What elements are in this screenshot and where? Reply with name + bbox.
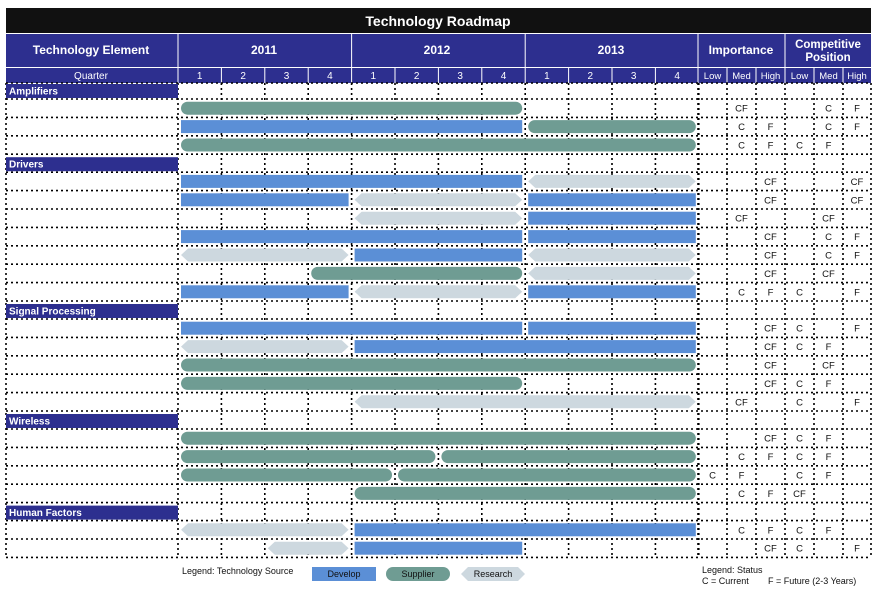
supplier-bar (528, 120, 696, 133)
position-med-mark: CF (822, 213, 835, 225)
develop-bar (355, 249, 523, 262)
importance-med-mark: C (738, 140, 745, 152)
position-high-mark: F (854, 397, 860, 409)
develop-bar (181, 120, 522, 133)
header-quarter: Quarter (74, 71, 108, 82)
header-year-2011: 2011 (250, 43, 278, 57)
position-low-mark: C (796, 452, 803, 464)
legend-future: F = Future (2-3 Years) (768, 576, 857, 586)
legend-supplier-label: Supplier (401, 569, 435, 579)
header-competitive-1: Competitive (795, 39, 861, 51)
position-high-mark: F (854, 543, 860, 555)
position-low-mark: C (796, 525, 803, 537)
quarter-label: 1 (370, 71, 377, 82)
supplier-bar (355, 487, 696, 500)
research-bar (355, 212, 523, 225)
importance-high-mark: F (767, 525, 774, 537)
position-med-mark: C (825, 250, 832, 262)
position-low-mark: C (796, 397, 803, 409)
supplier-bar (398, 469, 696, 482)
position-high-mark: CF (850, 195, 864, 207)
develop-bar (181, 230, 522, 243)
importance-med-mark: CF (735, 213, 748, 225)
importance-high-mark: CF (764, 250, 777, 262)
position-med-mark: CF (822, 268, 835, 280)
category-label: Human Factors (9, 508, 82, 520)
legend-current: C = Current (702, 576, 749, 586)
quarter-label: 3 (457, 71, 463, 82)
position-high-mark: F (854, 287, 860, 299)
position-high-mark: F (854, 250, 860, 262)
category-label: Drivers (9, 159, 44, 171)
supplier-bar (181, 450, 435, 463)
importance-high-mark: F (767, 488, 774, 500)
chart-title: Technology Roadmap (365, 13, 511, 29)
position-med-mark: F (825, 470, 832, 482)
position-med-mark: F (825, 378, 832, 390)
develop-bar (181, 285, 349, 298)
position-low-mark: CF (793, 488, 806, 500)
importance-high-mark: CF (764, 360, 777, 372)
header-importance: Importance (708, 43, 774, 57)
position-level-label: High (847, 71, 867, 82)
position-low-mark: C (796, 342, 803, 354)
importance-med-mark: C (738, 287, 745, 299)
header-year-2012: 2012 (423, 43, 451, 57)
develop-bar (355, 523, 696, 536)
position-level-label: Low (790, 71, 809, 82)
supplier-bar (181, 102, 522, 115)
research-bar (355, 285, 523, 298)
position-med-mark: F (825, 433, 832, 445)
importance-med-mark: CF (735, 103, 748, 115)
importance-med-mark: F (738, 470, 745, 482)
position-high-mark: F (854, 122, 860, 134)
position-med-mark: F (825, 342, 832, 354)
quarter-label: 4 (327, 71, 333, 82)
research-bar (268, 542, 349, 555)
position-med-mark: F (825, 452, 832, 464)
research-bar (181, 523, 349, 536)
position-med-mark: C (825, 103, 832, 115)
legend-source-title: Legend: Technology Source (182, 566, 294, 576)
position-high-mark: F (854, 323, 860, 335)
importance-level-label: High (760, 71, 781, 82)
quarter-label: 4 (674, 71, 680, 82)
importance-high-mark: F (767, 287, 774, 299)
develop-bar (181, 193, 349, 206)
importance-high-mark: F (767, 452, 774, 464)
quarter-label: 4 (500, 71, 507, 82)
importance-high-mark: F (767, 122, 774, 134)
supplier-bar (441, 450, 695, 463)
position-low-mark: C (796, 470, 803, 482)
position-med-mark: C (825, 122, 832, 134)
position-low-mark: C (796, 323, 803, 335)
importance-level-label: Low (703, 71, 722, 82)
develop-bar (528, 212, 696, 225)
importance-high-mark: CF (764, 543, 777, 555)
header-year-2013: 2013 (597, 43, 625, 57)
importance-high-mark: CF (764, 342, 777, 354)
develop-bar (355, 542, 523, 555)
research-bar (528, 175, 696, 188)
supplier-bar (181, 432, 696, 445)
position-low-mark: C (796, 287, 803, 299)
quarter-label: 1 (196, 71, 203, 82)
position-med-mark: C (825, 232, 832, 244)
category-label: Wireless (9, 416, 51, 428)
importance-high-mark: CF (764, 195, 777, 207)
research-bar (181, 249, 349, 262)
header-competitive-2: Position (805, 52, 851, 64)
importance-high-mark: CF (764, 268, 777, 280)
position-med-mark: F (825, 525, 832, 537)
grid (6, 83, 871, 557)
importance-med-mark: CF (735, 397, 748, 409)
importance-med-mark: C (738, 122, 745, 134)
category-label: Amplifiers (9, 86, 58, 98)
research-bar (355, 193, 523, 206)
position-med-mark: F (825, 140, 832, 152)
position-high-mark: F (854, 232, 860, 244)
quarter-label: 2 (413, 71, 420, 82)
develop-bar (528, 322, 696, 335)
quarter-label: 2 (587, 71, 594, 82)
supplier-bar (181, 359, 696, 372)
research-bar (181, 340, 349, 353)
importance-high-mark: CF (764, 323, 777, 335)
importance-low-mark: C (709, 470, 716, 482)
develop-bar (528, 193, 696, 206)
quarter-label: 1 (544, 71, 550, 82)
importance-med-mark: C (738, 525, 745, 537)
position-low-mark: C (796, 433, 803, 445)
status-marks (709, 104, 863, 555)
importance-high-mark: CF (764, 232, 777, 244)
develop-bar (355, 340, 696, 353)
importance-med-mark: C (738, 452, 745, 464)
importance-high-mark: CF (764, 378, 777, 390)
importance-high-mark: CF (764, 433, 777, 445)
quarter-label: 3 (630, 71, 637, 82)
position-low-mark: C (796, 378, 803, 390)
supplier-bar (181, 469, 392, 482)
position-med-mark: CF (822, 360, 835, 372)
position-low-mark: C (796, 140, 803, 152)
quarter-label: 2 (240, 71, 246, 82)
develop-bar (181, 175, 522, 188)
supplier-bar (181, 139, 696, 152)
legend-status-title: Legend: Status (702, 565, 763, 575)
category-label: Signal Processing (9, 306, 96, 318)
legend-develop-label: Develop (327, 569, 361, 579)
develop-bar (528, 230, 696, 243)
quarter-label: 3 (283, 71, 290, 82)
supplier-bar (181, 377, 522, 390)
header-technology-element: Technology Element (32, 43, 150, 57)
position-level-label: Med (819, 71, 838, 82)
importance-level-label: Med (732, 71, 751, 82)
importance-high-mark: CF (764, 176, 777, 188)
supplier-bar (311, 267, 522, 280)
position-high-mark: CF (850, 176, 864, 188)
legend-research-label: Research (473, 569, 513, 579)
research-bar (528, 267, 696, 280)
research-bar (355, 395, 696, 408)
research-bar (528, 249, 696, 262)
position-high-mark: F (854, 103, 860, 115)
develop-bar (528, 285, 696, 298)
position-low-mark: C (796, 543, 803, 555)
develop-bar (181, 322, 522, 335)
importance-high-mark: F (767, 140, 774, 152)
importance-med-mark: C (738, 488, 745, 500)
